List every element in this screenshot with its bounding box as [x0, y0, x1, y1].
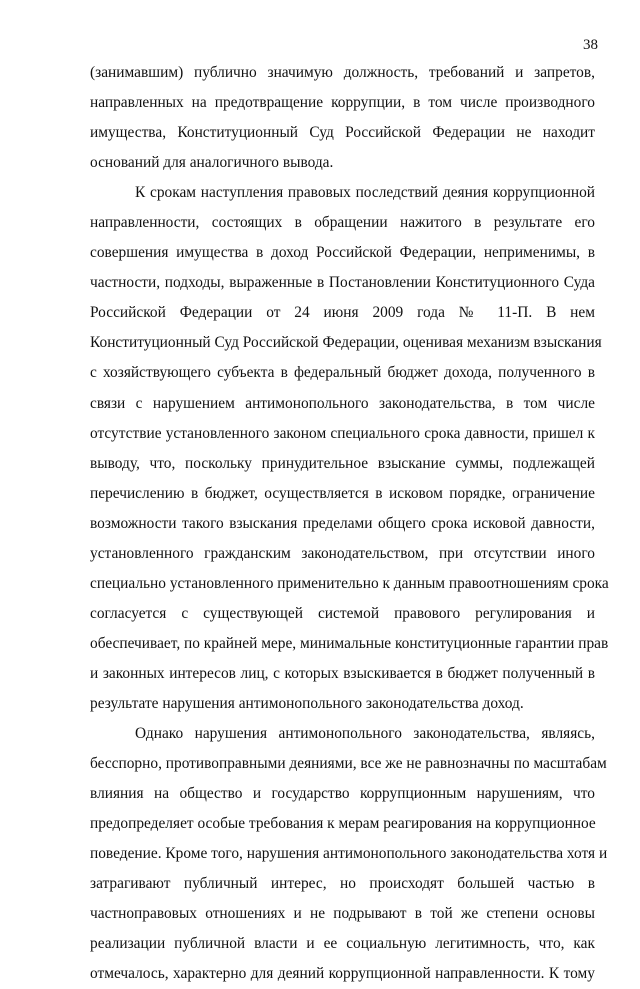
document-body: [90, 58, 609, 989]
text-line: направленности, состоящих в обращении нажитого в результате его: [90, 214, 595, 232]
text-line: отсутствие установленного законом специального срока давности, пришел к: [90, 424, 595, 442]
text-line: обеспечивает, по крайней мере, минимальные конституционные гарантии прав: [90, 634, 609, 652]
text-line: направленных на предотвращение коррупции, в том числе производного: [90, 94, 595, 112]
text-line: (занимавшим) публично значимую должность, требований и запретов,: [90, 64, 595, 81]
text-line: влияния на общество и государство коррупционным нарушениям, что: [90, 785, 595, 803]
text-line: частности, подходы, выраженные в Постановлении Конституционного Суда: [90, 274, 595, 292]
text-line: выводу, что, поскольку принудительное взыскание суммы, подлежащей: [90, 454, 595, 472]
text-line: Однако нарушения антимонопольного законодательства, являясь,: [135, 725, 595, 743]
text-line: с хозяйствующего субъекта в федеральный бюджет дохода, полученного в: [90, 364, 595, 382]
text-line: оснований для аналогичного вывода.: [90, 154, 334, 172]
text-line: перечислению в бюджет, осуществляется в исковом порядке, ограничение: [90, 484, 595, 502]
paragraph: [90, 178, 609, 719]
text-line: Российской Федерации от 24 июня 2009 года № 11-П. В нем: [90, 304, 595, 322]
text-line: К срокам наступления правовых последствий деяния коррупционной: [135, 184, 595, 202]
text-line: установленного гражданским законодательством, при отсутствии иного: [90, 544, 595, 562]
paragraph: [90, 719, 608, 989]
paragraph: [90, 58, 595, 178]
text-line: возможности такого взыскания пределами общего срока исковой давности,: [90, 514, 595, 532]
text-line: частноправовых отношениях и не подрывают в той же степени основы: [90, 905, 595, 923]
text-line: согласуется с существующей системой правового регулирования и: [90, 604, 595, 622]
text-line: бесспорно, противоправными деяниями, все же не равнозначны по масштабам: [90, 755, 607, 773]
text-line: совершения имущества в доход Российской Федерации, неприменимы, в: [90, 244, 595, 262]
text-line: результате нарушения антимонопольного законодательства доход.: [90, 694, 524, 712]
text-line: имущества, Конституционный Суд Российской Федерации не находит: [90, 124, 595, 142]
text-line: затрагивают публичный интерес, но происходят большей частью в: [90, 875, 595, 893]
text-line: и законных интересов лиц, с которых взыскивается в бюджет полученный в: [90, 664, 595, 682]
text-line: предопределяет особые требования к мерам реагирования на коррупционное: [90, 815, 596, 833]
text-line: реализации публичной власти и ее социальную легитимность, что, как: [90, 935, 595, 953]
text-line: специально установленного применительно к данным правоотношениям срока: [90, 574, 609, 592]
text-line: связи с нарушением антимонопольного законодательства, в том числе: [90, 394, 595, 412]
text-line: поведение. Кроме того, нарушения антимонопольного законодательства хотя и: [90, 845, 608, 863]
text-line: отмечалось, характерно для деяний коррупционной направленности. К тому: [90, 965, 595, 983]
text-line: Конституционный Суд Российской Федерации, оценивая механизм взыскания: [90, 334, 602, 352]
page-number: 38: [583, 37, 598, 53]
